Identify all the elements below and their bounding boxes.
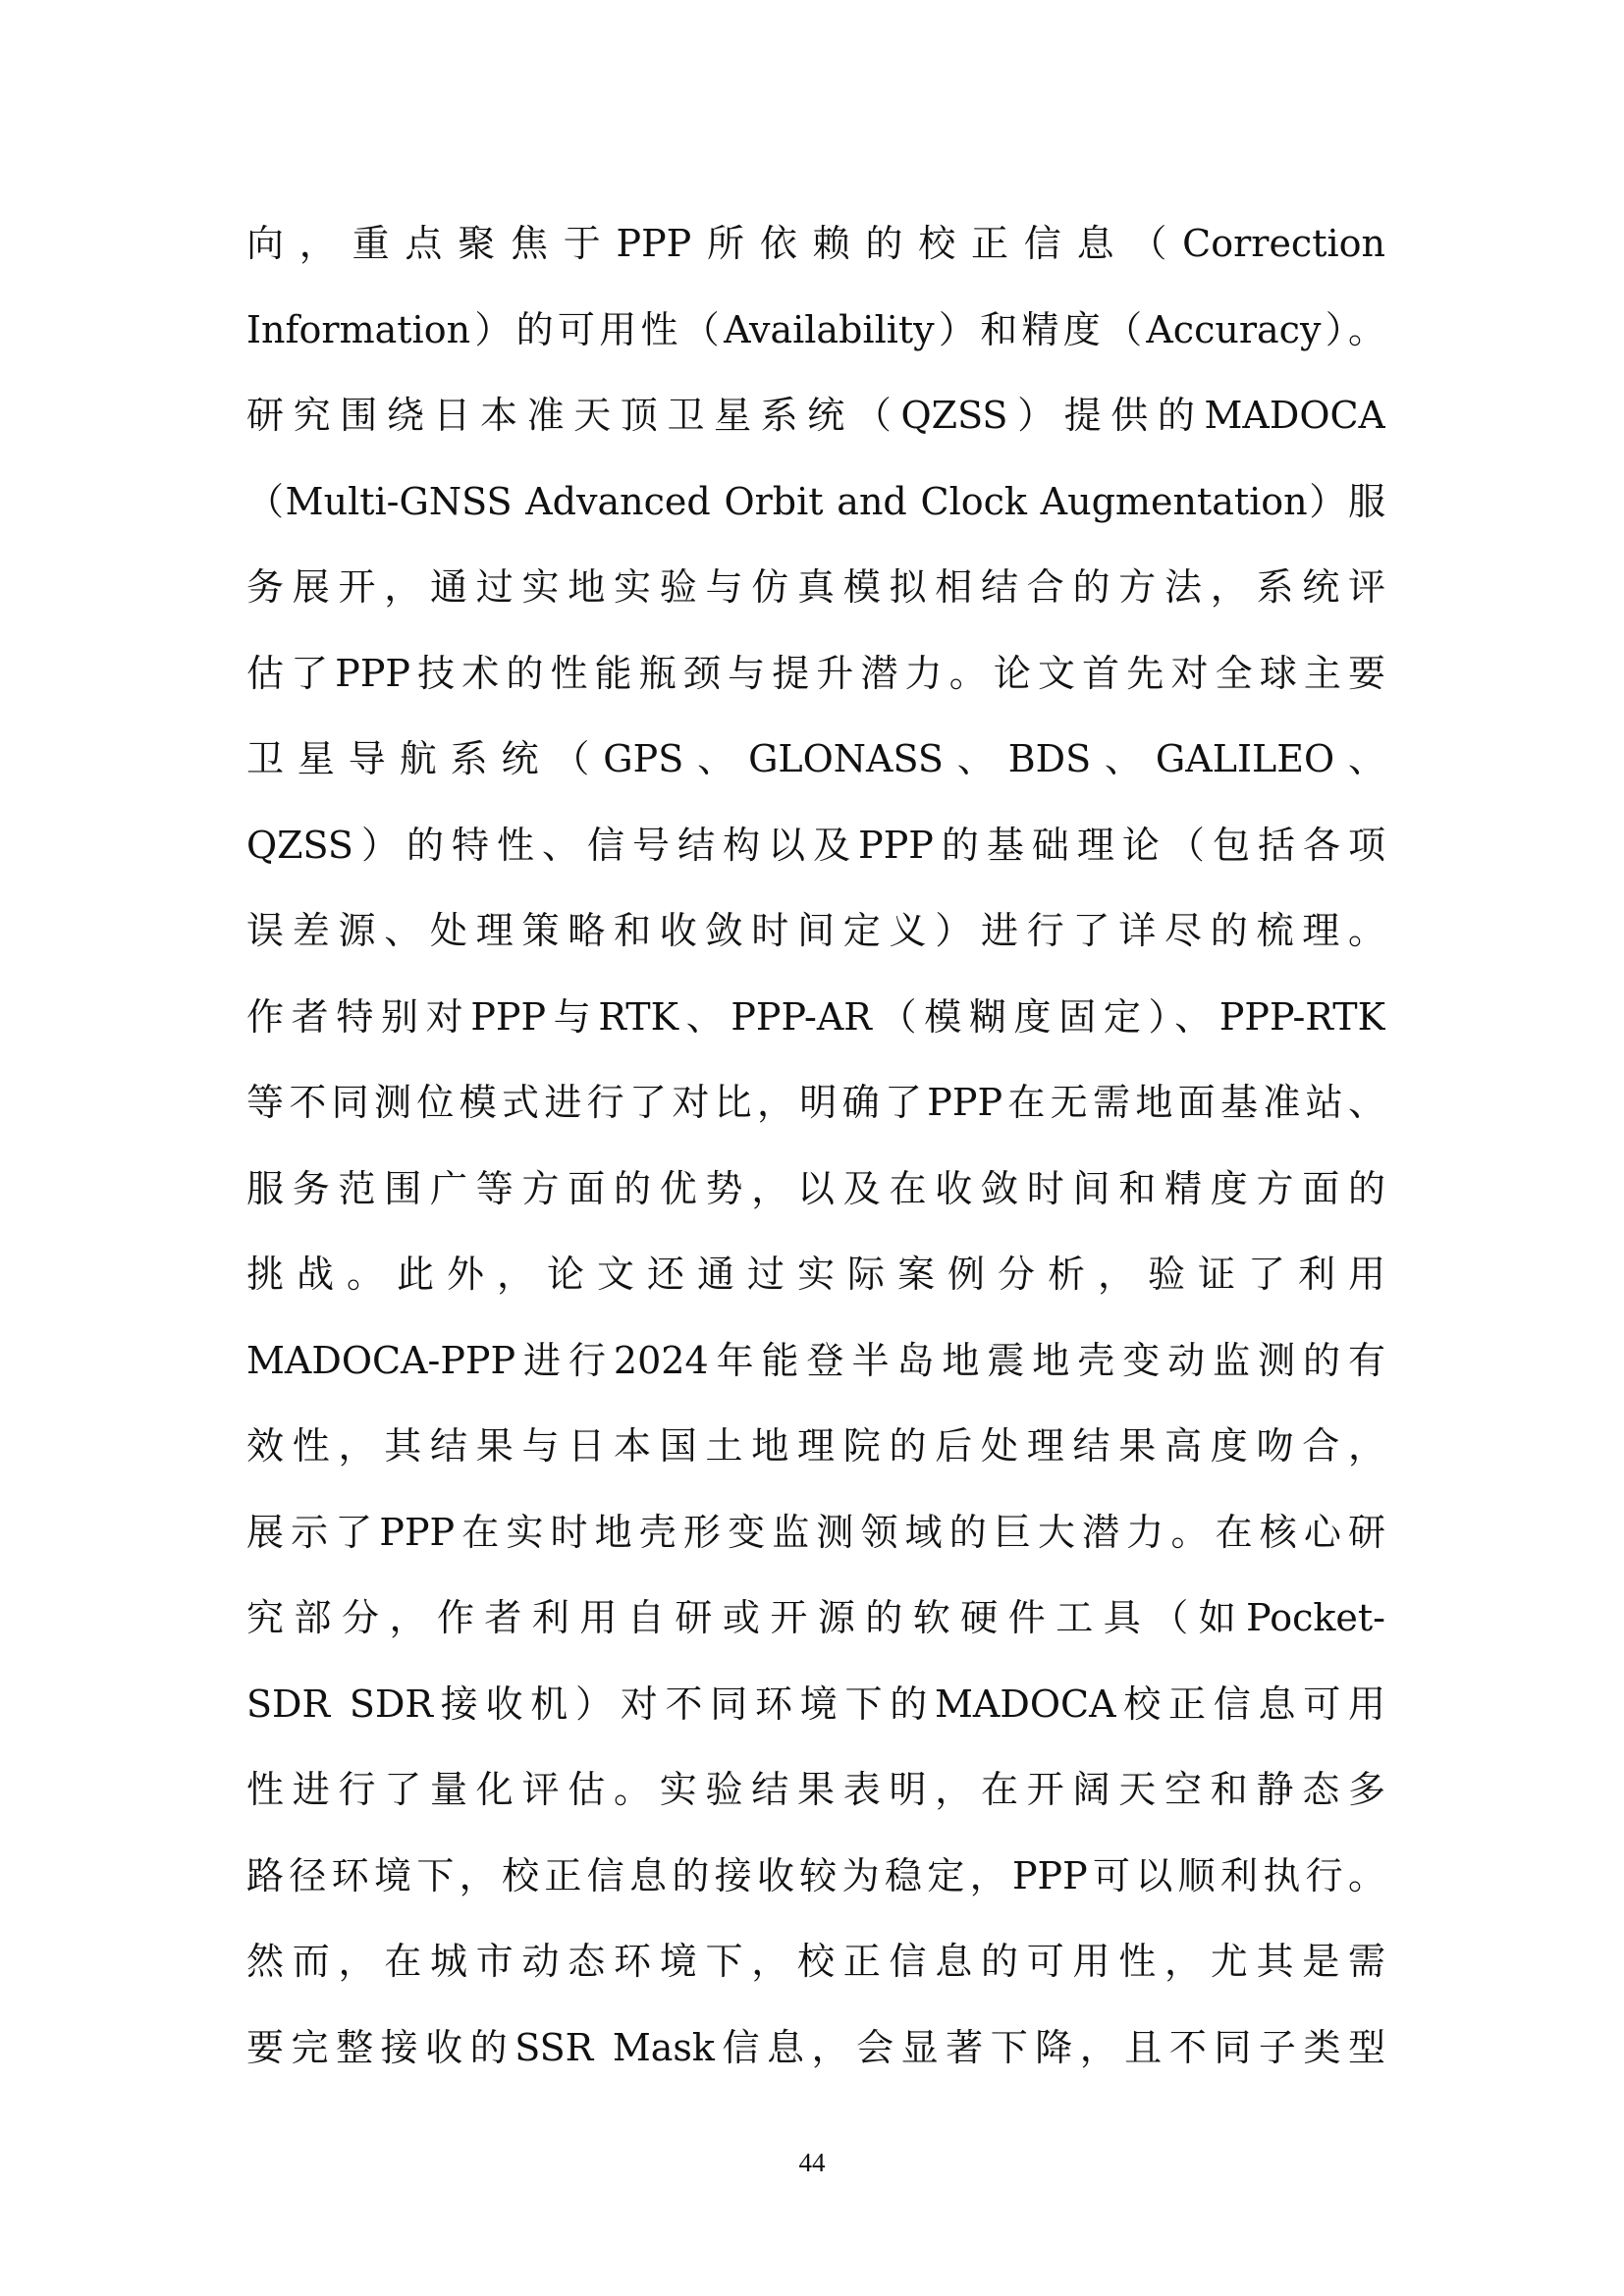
text-line: QZSS）的特性、信号结构以及PPP的基础理论（包括各项 bbox=[246, 823, 1385, 867]
text-line: 向，重点聚焦于PPP所依赖的校正信息（Correction bbox=[246, 222, 1385, 265]
text-line: 误差源、处理策略和收敛时间定义）进行了详尽的梳理。 bbox=[246, 909, 1385, 952]
text-line: 然而，在城市动态环境下，校正信息的可用性，尤其是需 bbox=[246, 1940, 1385, 1983]
text-line: 作者特别对PPP与RTK、PPP-AR（模糊度固定）、PPP-RTK bbox=[246, 994, 1385, 1039]
page-number: 44 bbox=[798, 2148, 826, 2177]
text-line: SDR SDR接收机）对不同环境下的MADOCA校正信息可用 bbox=[246, 1682, 1385, 1726]
text-line: 性进行了量化评估。实验结果表明，在开阔天空和静态多 bbox=[246, 1768, 1385, 1811]
text-line: Information）的可用性（Availability）和精度（Accuracy）。 bbox=[246, 307, 1385, 351]
text-line: 务展开，通过实地实验与仿真模拟相结合的方法，系统评 bbox=[246, 565, 1385, 609]
text-line: （Multi-GNSS Advanced Orbit and Clock Augmentation）服 bbox=[246, 479, 1385, 523]
text-line: 卫星导航系统（GPS、GLONASS、BDS、GALILEO、 bbox=[246, 737, 1385, 780]
text-line: 路径环境下，校正信息的接收较为稳定，PPP可以顺利执行。 bbox=[246, 1853, 1385, 1897]
text-line: 估了PPP技术的性能瓶颈与提升潜力。论文首先对全球主要 bbox=[246, 651, 1385, 695]
text-line: 要完整接收的SSR Mask信息，会显著下降，且不同子类型 bbox=[246, 2025, 1385, 2069]
text-line: MADOCA-PPP进行2024年能登半岛地震地壳变动监测的有 bbox=[246, 1338, 1385, 1382]
text-line: 挑战。此外，论文还通过实际案例分析，验证了利用 bbox=[246, 1253, 1385, 1296]
text-line: 等不同测位模式进行了对比，明确了PPP在无需地面基准站、 bbox=[246, 1081, 1385, 1124]
body-paragraph bbox=[246, 214, 1385, 2104]
text-line: 究部分，作者利用自研或开源的软硬件工具（如Pocket- bbox=[246, 1596, 1385, 1639]
text-line: 效性，其结果与日本国土地理院的后处理结果高度吻合， bbox=[246, 1424, 1385, 1468]
text-line: 展示了PPP在实时地壳形变监测领域的巨大潜力。在核心研 bbox=[246, 1510, 1385, 1554]
text-line: 服务范围广等方面的优势，以及在收敛时间和精度方面的 bbox=[246, 1166, 1385, 1210]
text-line: 研究围绕日本准天顶卫星系统（QZSS）提供的MADOCA bbox=[246, 394, 1385, 437]
